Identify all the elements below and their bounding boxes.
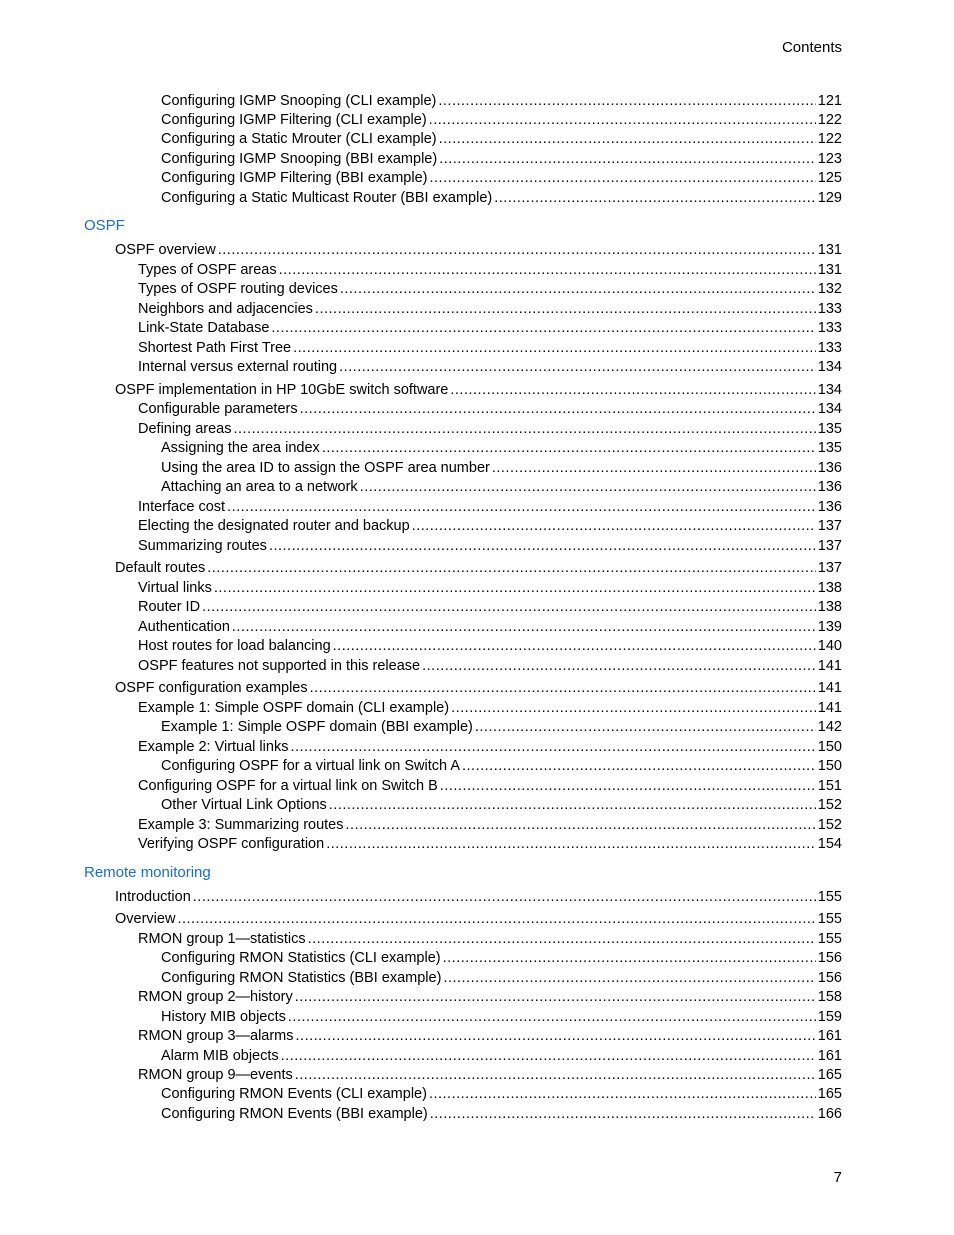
toc-entry-page: 161 xyxy=(817,1028,842,1044)
dot-leader xyxy=(494,188,816,208)
toc-entry[interactable] xyxy=(161,149,842,169)
dot-leader xyxy=(295,987,816,1007)
dot-leader xyxy=(279,260,816,280)
dot-leader xyxy=(439,129,816,149)
toc-entry-title: OSPF overview xyxy=(115,242,216,258)
toc-entry[interactable] xyxy=(161,129,842,149)
toc-entry-page: 134 xyxy=(817,359,842,375)
toc-entry-title: Using the area ID to assign the OSPF area number xyxy=(161,460,490,476)
toc-entry-page: 133 xyxy=(817,340,842,356)
toc-entry-page: 161 xyxy=(817,1048,842,1064)
section-heading[interactable]: OSPF xyxy=(84,217,125,234)
dot-leader xyxy=(339,357,816,377)
toc-entry-page: 136 xyxy=(817,499,842,515)
toc-entry-title: Configuring a Static Mrouter (CLI example) xyxy=(161,131,437,147)
toc-entry-page: 134 xyxy=(817,382,842,398)
toc-entry-page: 131 xyxy=(817,242,842,258)
running-header: Contents xyxy=(781,39,842,56)
toc-entry-title: Example 2: Virtual links xyxy=(138,739,289,755)
toc-entry-page: 152 xyxy=(817,797,842,813)
dot-leader xyxy=(269,536,816,556)
toc-entry-title: Alarm MIB objects xyxy=(161,1048,279,1064)
toc-entry[interactable] xyxy=(138,815,842,835)
toc-entry[interactable] xyxy=(115,909,842,929)
dot-leader xyxy=(227,497,816,517)
toc-entry[interactable] xyxy=(161,948,842,968)
toc-entry-title: OSPF implementation in HP 10GbE switch software xyxy=(115,382,449,398)
toc-entry[interactable] xyxy=(138,497,842,517)
toc-entry-title: Example 1: Simple OSPF domain (BBI example) xyxy=(161,719,473,735)
toc-entry[interactable] xyxy=(138,260,842,280)
dot-leader xyxy=(293,338,816,358)
toc-entry-page: 152 xyxy=(817,817,842,833)
dot-leader xyxy=(412,516,816,536)
toc-entry-page: 139 xyxy=(817,619,842,635)
dot-leader xyxy=(271,318,815,338)
dot-leader xyxy=(346,815,816,835)
dot-leader xyxy=(202,597,816,617)
toc-entry[interactable] xyxy=(138,617,842,637)
toc-entry-page: 155 xyxy=(817,911,842,927)
toc-entry-title: Introduction xyxy=(115,889,191,905)
toc-entry[interactable] xyxy=(161,91,842,111)
dot-leader xyxy=(438,91,815,111)
toc-entry-title: Neighbors and adjacencies xyxy=(138,301,313,317)
toc-entry-title: Configuring RMON Statistics (CLI example) xyxy=(161,950,441,966)
dot-leader xyxy=(177,909,815,929)
dot-leader xyxy=(440,776,816,796)
dot-leader xyxy=(443,948,816,968)
toc-entry[interactable] xyxy=(138,578,842,598)
dot-leader xyxy=(450,380,815,400)
toc-entry-title: Attaching an area to a network xyxy=(161,479,358,495)
toc-entry-title: Types of OSPF routing devices xyxy=(138,281,338,297)
toc-entry[interactable] xyxy=(138,338,842,358)
toc-entry-title: Example 3: Summarizing routes xyxy=(138,817,344,833)
toc-entry-title: Interface cost xyxy=(138,499,226,515)
toc-entry[interactable] xyxy=(161,438,842,458)
dot-leader xyxy=(295,1065,816,1085)
toc-entry-title: Assigning the area index xyxy=(161,440,320,456)
dot-leader xyxy=(290,737,815,757)
toc-entry-page: 136 xyxy=(817,479,842,495)
dot-leader xyxy=(322,438,816,458)
dot-leader xyxy=(451,698,816,718)
dot-leader xyxy=(429,110,816,130)
dot-leader xyxy=(462,756,816,776)
toc-entry[interactable] xyxy=(138,1026,842,1046)
toc-entry-page: 121 xyxy=(817,93,842,109)
toc-entry-page: 151 xyxy=(817,778,842,794)
toc-entry[interactable] xyxy=(161,168,842,188)
dot-leader xyxy=(234,419,816,439)
dot-leader xyxy=(308,929,816,949)
dot-leader xyxy=(326,834,816,854)
toc-entry[interactable] xyxy=(161,188,842,208)
dot-leader xyxy=(207,558,816,578)
toc-entry[interactable] xyxy=(115,240,842,260)
toc-entry-title: Configuring IGMP Filtering (CLI example) xyxy=(161,112,427,128)
toc-entry-page: 129 xyxy=(817,190,842,206)
toc-entry-title: RMON group 3—alarms xyxy=(138,1028,294,1044)
toc-entry[interactable] xyxy=(161,968,842,988)
toc-entry-title: RMON group 1—statistics xyxy=(138,931,306,947)
toc-entry-page: 134 xyxy=(817,401,842,417)
dot-leader xyxy=(193,887,816,907)
toc-entry-page: 137 xyxy=(817,538,842,554)
toc-entry-title: History MIB objects xyxy=(161,1009,286,1025)
toc-entry-title: Configuring RMON Events (BBI example) xyxy=(161,1106,428,1122)
toc-entry-title: Configuring a Static Multicast Router (BBI example) xyxy=(161,190,493,206)
toc-entry-page: 133 xyxy=(817,301,842,317)
toc-entry[interactable] xyxy=(138,399,842,419)
toc-entry-page: 141 xyxy=(817,680,842,696)
toc-entry-page: 141 xyxy=(817,700,842,716)
toc-entry-title: Router ID xyxy=(138,599,201,615)
toc-entry[interactable] xyxy=(115,380,842,400)
toc-entry-title: Example 1: Simple OSPF domain (CLI example) xyxy=(138,700,450,716)
toc-entry-page: 132 xyxy=(817,281,842,297)
toc-entry[interactable] xyxy=(115,887,842,907)
toc-entry-title: Configuring IGMP Snooping (BBI example) xyxy=(161,151,438,167)
toc-entry-page: 138 xyxy=(817,599,842,615)
dot-leader xyxy=(492,458,816,478)
dot-leader xyxy=(475,717,816,737)
toc-entry-page: 131 xyxy=(817,262,842,278)
toc-entry-page: 166 xyxy=(817,1106,842,1122)
toc-entry-page: 150 xyxy=(817,739,842,755)
toc-entry[interactable] xyxy=(138,318,842,338)
toc-entry-title: OSPF features not supported in this release xyxy=(138,658,421,674)
dot-leader xyxy=(429,168,815,188)
toc-entry-title: RMON group 9—events xyxy=(138,1067,293,1083)
dot-leader xyxy=(315,299,816,319)
toc-entry-page: 165 xyxy=(817,1067,842,1083)
toc-entry-title: Other Virtual Link Options xyxy=(161,797,327,813)
toc-entry[interactable] xyxy=(161,1046,842,1066)
toc-entry-page: 141 xyxy=(817,658,842,674)
toc-entry-page: 135 xyxy=(817,440,842,456)
dot-leader xyxy=(310,678,816,698)
toc-entry-title: Verifying OSPF configuration xyxy=(138,836,325,852)
toc-entry-title: Configuring IGMP Filtering (BBI example) xyxy=(161,170,428,186)
toc-entry[interactable] xyxy=(138,987,842,1007)
toc-entry-title: RMON group 2—history xyxy=(138,989,293,1005)
dot-leader xyxy=(218,240,816,260)
toc-entry[interactable] xyxy=(138,656,842,676)
toc-entry-page: 165 xyxy=(817,1086,842,1102)
dot-leader xyxy=(333,636,816,656)
toc-entry[interactable] xyxy=(138,299,842,319)
toc-entry[interactable] xyxy=(115,558,842,578)
toc-entry-page: 154 xyxy=(817,836,842,852)
toc-entry-title: Host routes for load balancing xyxy=(138,638,331,654)
page-number: 7 xyxy=(833,1169,842,1186)
toc-entry-title: Defining areas xyxy=(138,421,232,437)
toc-entry[interactable] xyxy=(161,1084,842,1104)
toc-entry[interactable] xyxy=(161,458,842,478)
toc-entry[interactable] xyxy=(161,1104,842,1124)
section-heading[interactable]: Remote monitoring xyxy=(84,864,211,881)
toc-entry-page: 125 xyxy=(817,170,842,186)
toc-entry-page: 136 xyxy=(817,460,842,476)
toc-entry-title: Summarizing routes xyxy=(138,538,267,554)
toc-entry-title: Configuring OSPF for a virtual link on Switch A xyxy=(161,758,460,774)
toc-entry[interactable] xyxy=(115,678,842,698)
toc-entry[interactable] xyxy=(138,737,842,757)
toc-entry[interactable] xyxy=(138,279,842,299)
toc-entry[interactable] xyxy=(161,1007,842,1027)
toc-entry-title: Overview xyxy=(115,911,176,927)
toc-entry-page: 155 xyxy=(817,931,842,947)
toc-entry-page: 133 xyxy=(817,320,842,336)
toc-entry-page: 155 xyxy=(817,889,842,905)
toc-entry-page: 140 xyxy=(817,638,842,654)
toc-entry[interactable] xyxy=(161,110,842,130)
toc-entry-title: Internal versus external routing xyxy=(138,359,338,375)
dot-leader xyxy=(296,1026,816,1046)
dot-leader xyxy=(439,149,816,169)
dot-leader xyxy=(232,617,816,637)
toc-entry-page: 135 xyxy=(817,421,842,437)
toc-entry-page: 156 xyxy=(817,950,842,966)
toc-entry[interactable] xyxy=(138,516,842,536)
toc-entry[interactable] xyxy=(161,717,842,737)
toc-entry-title: Types of OSPF areas xyxy=(138,262,277,278)
dot-leader xyxy=(214,578,816,598)
toc-entry[interactable] xyxy=(138,419,842,439)
dot-leader xyxy=(422,656,816,676)
toc-entry[interactable] xyxy=(161,756,842,776)
toc-entry-title: Virtual links xyxy=(138,580,212,596)
toc-entry[interactable] xyxy=(138,536,842,556)
toc-entry-title: Link-State Database xyxy=(138,320,270,336)
dot-leader xyxy=(329,795,816,815)
dot-leader xyxy=(430,1104,816,1124)
toc-entry-title: Configuring OSPF for a virtual link on Switch B xyxy=(138,778,438,794)
toc-entry[interactable] xyxy=(138,776,842,796)
toc-entry-page: 142 xyxy=(817,719,842,735)
dot-leader xyxy=(281,1046,816,1066)
toc-entry-title: Configurable parameters xyxy=(138,401,298,417)
toc-entry-page: 159 xyxy=(817,1009,842,1025)
toc-entry-page: 122 xyxy=(817,131,842,147)
toc-entry-page: 150 xyxy=(817,758,842,774)
dot-leader xyxy=(340,279,816,299)
toc-entry[interactable] xyxy=(138,929,842,949)
toc-entry-page: 137 xyxy=(817,518,842,534)
toc-entry-title: Electing the designated router and backup xyxy=(138,518,410,534)
dot-leader xyxy=(443,968,815,988)
toc-entry-page: 158 xyxy=(817,989,842,1005)
toc-entry-title: Authentication xyxy=(138,619,230,635)
toc-entry[interactable] xyxy=(138,834,842,854)
dot-leader xyxy=(300,399,816,419)
toc-entry-title: Configuring RMON Statistics (BBI example) xyxy=(161,970,442,986)
toc-entry[interactable] xyxy=(161,477,842,497)
toc-entry[interactable] xyxy=(138,357,842,377)
toc-entry-page: 137 xyxy=(817,560,842,576)
toc-entry[interactable] xyxy=(138,698,842,718)
toc-entry-page: 138 xyxy=(817,580,842,596)
toc-entry[interactable] xyxy=(161,795,842,815)
toc-entry-page: 123 xyxy=(817,151,842,167)
toc-entry-title: OSPF configuration examples xyxy=(115,680,308,696)
toc-entry-title: Configuring IGMP Snooping (CLI example) xyxy=(161,93,437,109)
toc-entry[interactable] xyxy=(138,597,842,617)
toc-entry-title: Default routes xyxy=(115,560,206,576)
dot-leader xyxy=(360,477,816,497)
toc-entry-title: Configuring RMON Events (CLI example) xyxy=(161,1086,427,1102)
toc-entry[interactable] xyxy=(138,636,842,656)
toc-entry-page: 122 xyxy=(817,112,842,128)
toc-entry-title: Shortest Path First Tree xyxy=(138,340,292,356)
toc-entry-page: 156 xyxy=(817,970,842,986)
toc-entry[interactable] xyxy=(138,1065,842,1085)
dot-leader xyxy=(288,1007,816,1027)
dot-leader xyxy=(429,1084,816,1104)
